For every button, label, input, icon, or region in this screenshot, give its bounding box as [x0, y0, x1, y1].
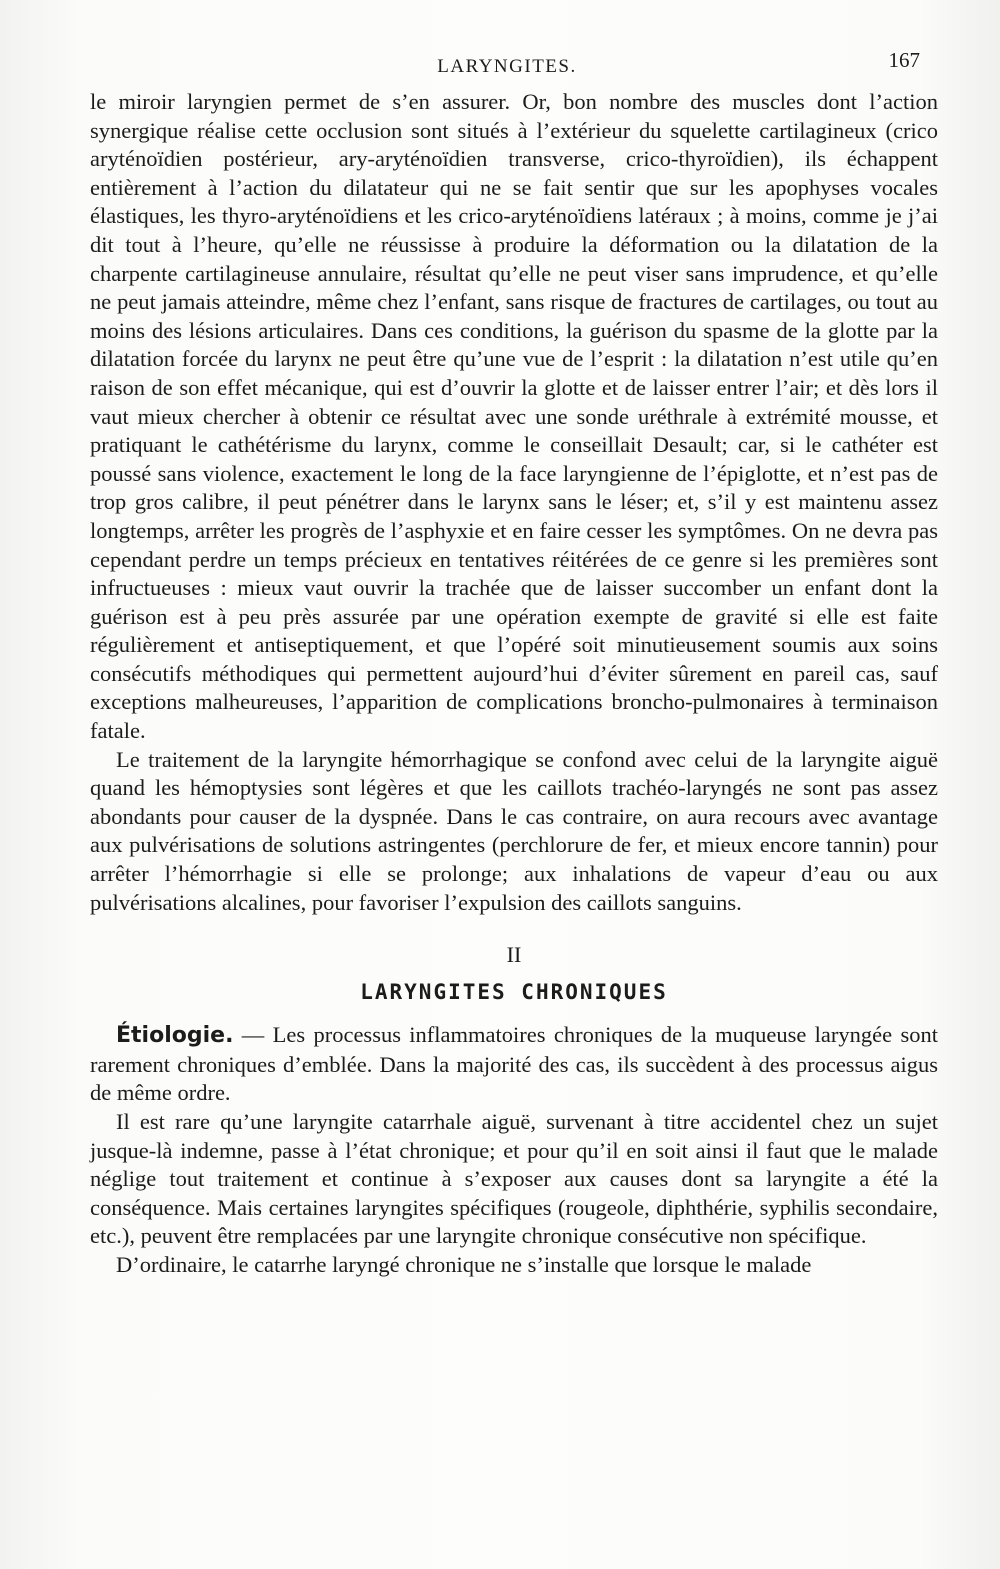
paragraph-continued: le miroir laryngien permet de s’en assurer. Or, bon nombre des muscles dont l’action synergique réalise cette occlusion sont situés à l’extérieur du squelette cartilagineux (crico aryténoïdien postérieur, ary-aryténoïdien transverse, crico-thyroïdien), ils échappent entièrement à l’action du dilatateur qui ne se fait sentir que sur les apophyses vocales élastiques, les thyro-aryténoïdiens et les crico-aryténoïdiens latéraux ; à moins, comme je j’ai dit tout à l’heure, qu’elle ne réussisse à produire la déformation ou la dilatation de la charpente cartilagineuse annulaire, résultat qu’elle ne peut viser sans imprudence, et qu’elle ne peut jamais atteindre, même chez l’enfant, sans risque de fractures de cartilages, ou tout au moins des lésions articulaires. Dans ces conditions, la guérison du spasme de la glotte par la dilatation forcée du larynx ne peut être qu’une vue de l’esprit : la dilatation n’est utile qu’en raison de son effet mécanique, qui est d’ouvrir la glotte et de laisser entrer l’air; et dès lors il vaut mieux chercher à obtenir ce résultat avec une sonde uréthrale à extrémité mousse, et pratiquant le cathétérisme du larynx, comme le conseillait Desault; car, si le cathéter est poussé sans violence, exactement le long de la face laryngienne de l’épiglotte, et n’est pas de trop gros calibre, il peut pénétrer dans le larynx sans le léser; et, s’il y est maintenu assez longtemps, arrêter les progrès de l’asphyxie et en faire cesser les symptômes. On ne devra pas cependant perdre un temps précieux en tentatives réitérées de ce genre si les premières sont infructueuses : mieux vaut ouvrir la trachée que de laisser succomber un enfant dont la guérison est à peu près assurée par une opération exempte de gravité si elle est faite régulièrement et antiseptiquement, et que l’opéré soit minutieusement soumis aux soins consécutifs méthodiques qui permettent aujourd’hui d’éviter sûrement en pareil cas, sauf exceptions malheureuses, l’apparition de complications broncho-pulmonaires à terminaison fatale.: [90, 89, 938, 744]
section-title: LARYNGITES CHRONIQUES: [360, 980, 668, 1005]
paragraph-hemorrhagic-treatment: Le traitement de la laryngite hémorrhagique se confond avec celui de la laryngite aiguë quand les hémoptysies sont légères et que les caillots trachéo-laryngés ne sont pas assez abondants pour causer de la dyspnée. Dans le cas contraire, on aura recours avec avantage aux pulvérisations de solutions astringentes (perchlorure de fer, et mieux encore tannin) pour arrêter l’hémorrhagie si elle se prolonge; aux inhalations de vapeur d’eau ou aux pulvérisations alcalines, pour favoriser l’expulsion des caillots sanguins.: [90, 746, 938, 915]
page-bottom-margin: [0, 1450, 1000, 1569]
etiology-heading: Étiologie.: [116, 1023, 234, 1049]
running-title: LARYNGITES.: [437, 56, 577, 77]
paragraph-chronic-transition: Il est rare qu’une laryngite catarrhale aiguë, survenant à titre accidentel chez un sujet jusque-là indemne, passe à l’état chronique; et pour qu’il en soit ainsi il faut que le malade néglige tout traitement et continue à s’exposer aux causes dont sa laryngite a été la conséquence. Mais certaines laryngites spécifiques (rougeole, diphthérie, syphilis secondaire, etc.), peuvent être remplacées par une laryngite chronique consécutive non spécifique.: [90, 1109, 938, 1249]
main-text: [90, 88, 938, 1280]
etiology-text: — Les processus inflammatoires chroniques de la muqueuse laryngée sont rarement chroniques d’emblée. Dans la majorité des cas, ils succèdent à des processus aigus de même ordre.: [90, 1022, 938, 1106]
page-number: 167: [888, 48, 920, 72]
paragraph-etiology: [90, 1021, 938, 1108]
paragraph-ordinary-catarrh: D’ordinaire, le catarrhe laryngé chronique ne s’installe que lorsque le malade: [116, 1251, 812, 1277]
section-number: II: [506, 942, 522, 968]
running-head: [94, 46, 920, 82]
